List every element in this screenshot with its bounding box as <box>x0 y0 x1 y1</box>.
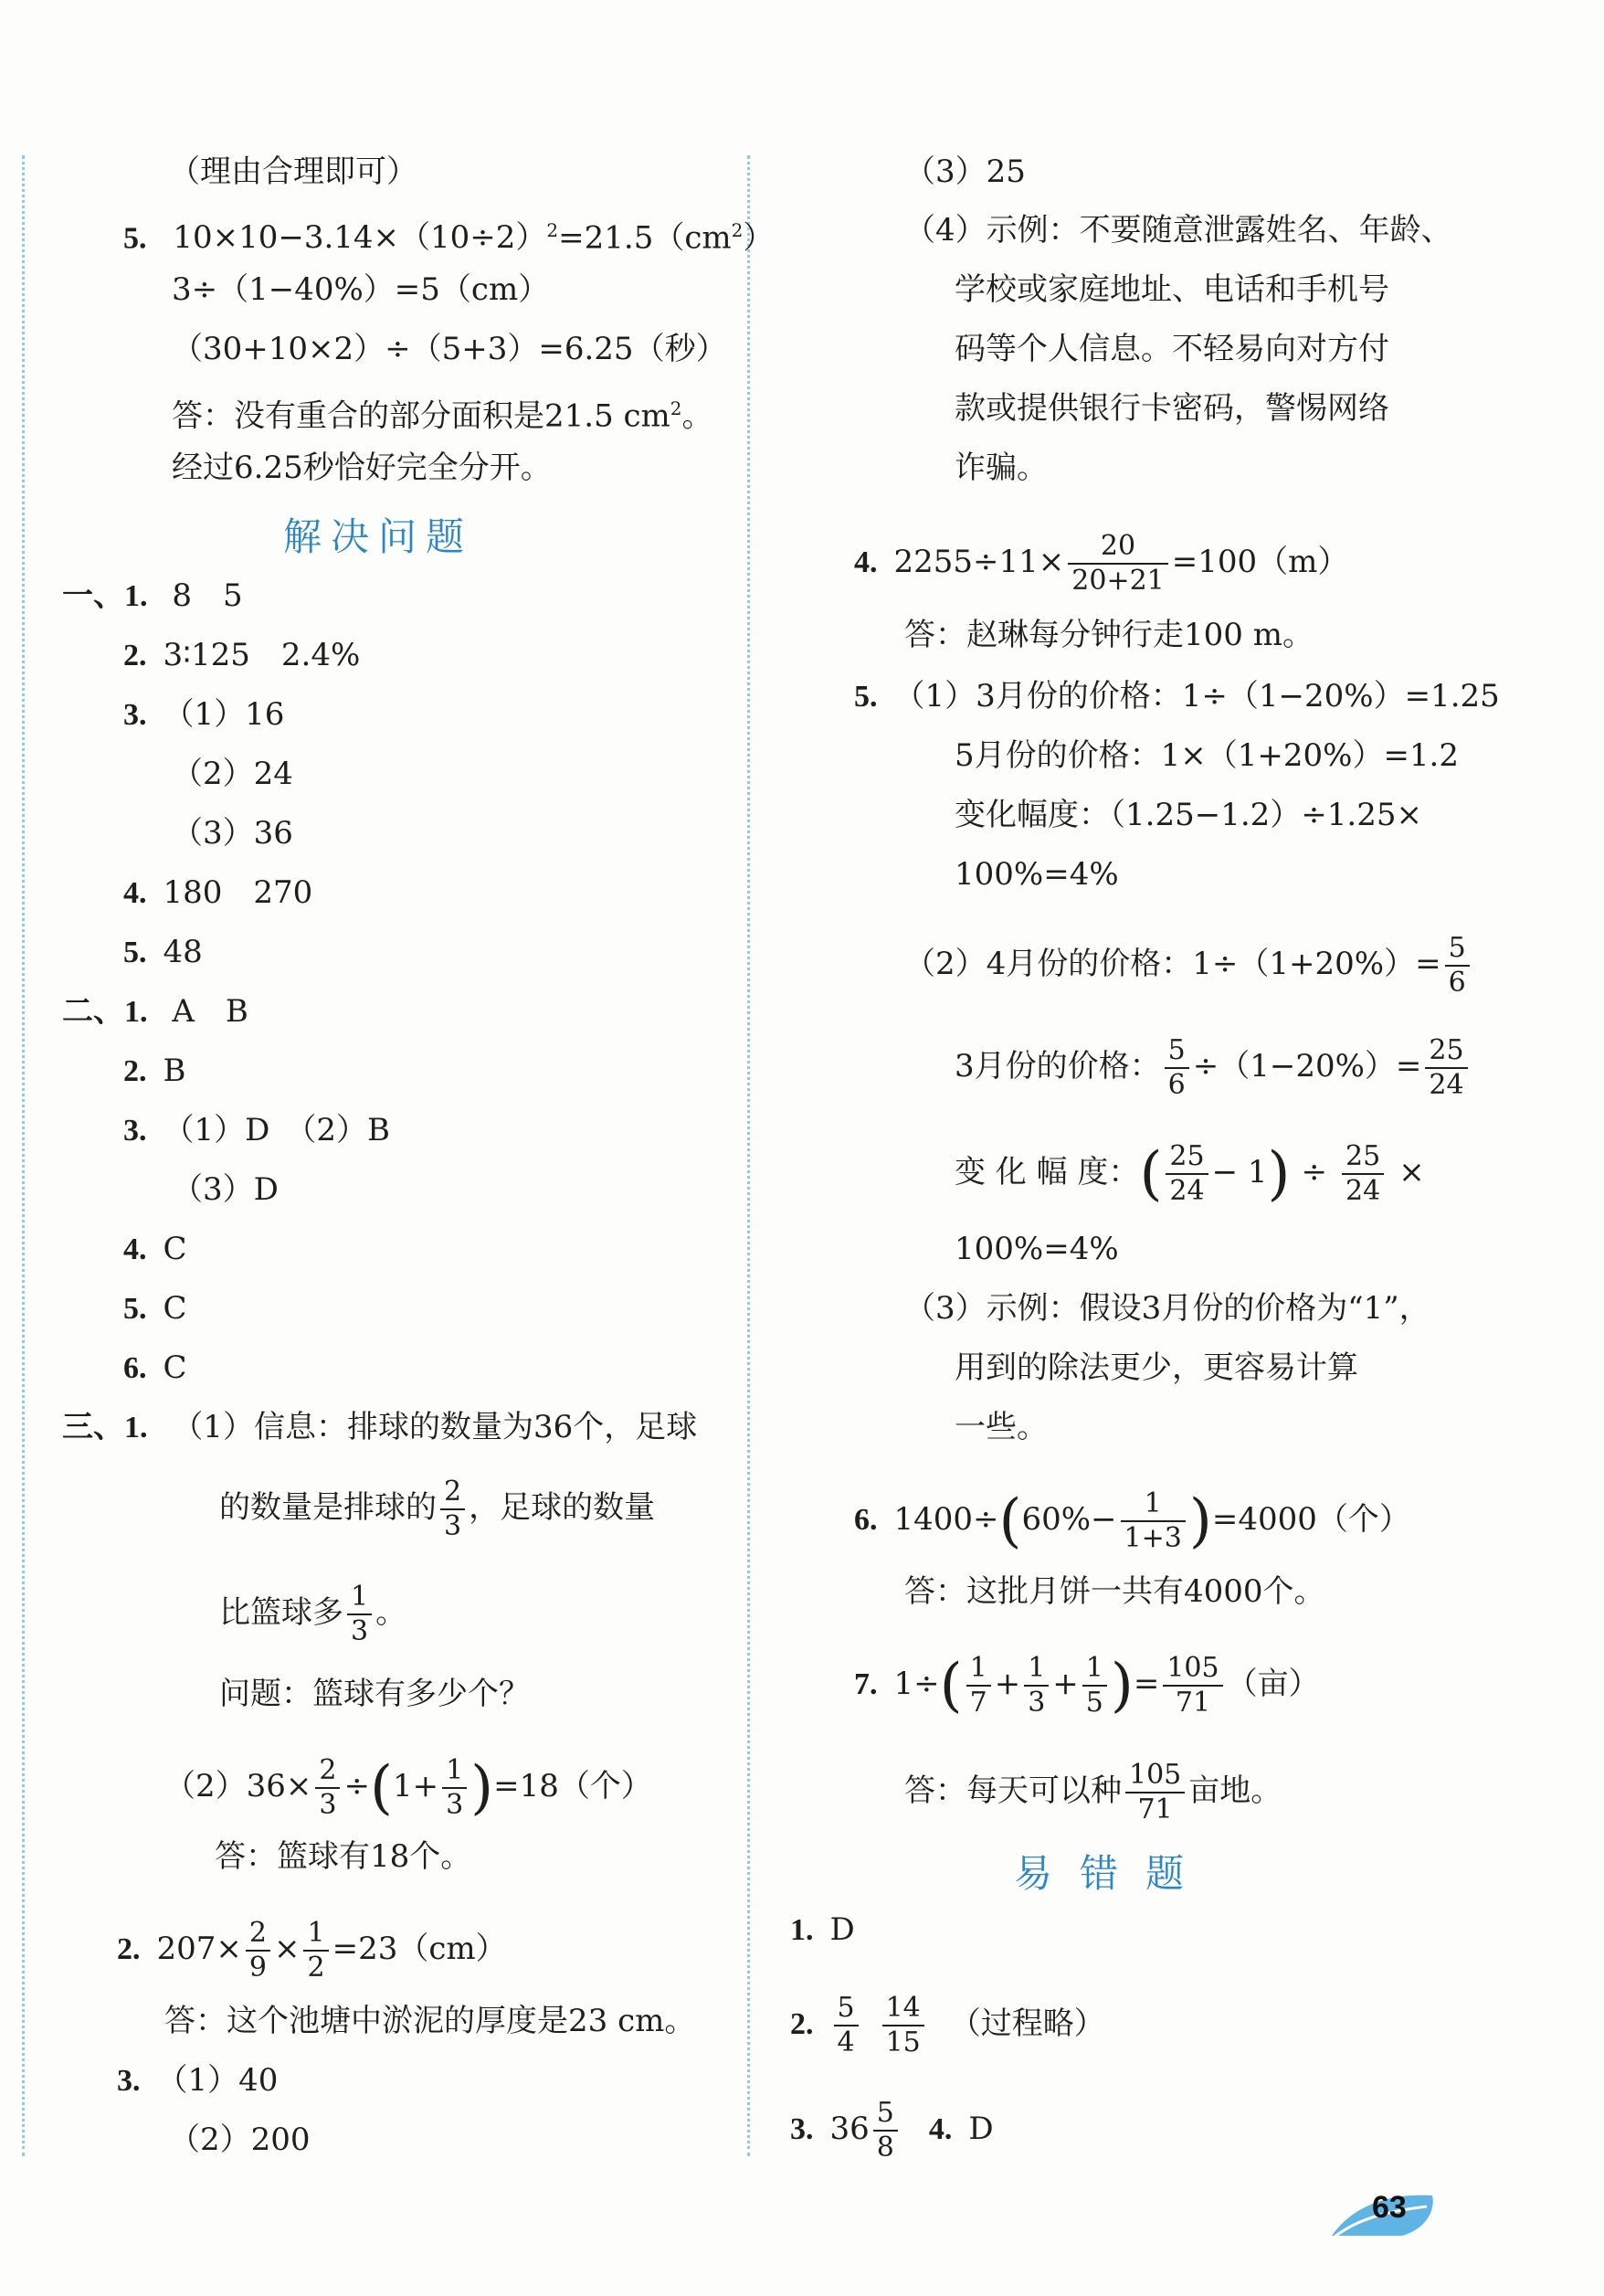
r-q5-part3-l3: 一些。 <box>955 1409 1048 1445</box>
q5-line1: 5. $10\times 10-3.14\times(10\div 2)^2=21.5(cm^2)$ <box>123 219 775 257</box>
r-q3-part4-l2: 学校或家庭地址、电话和手机号 <box>955 271 1389 308</box>
s1-q5: 5. 48 <box>123 934 203 970</box>
s3-q3b: （2）200 <box>169 2121 311 2158</box>
s1-q4: 4. 180 270 <box>123 874 313 911</box>
s2-q1: 二、1. A B <box>62 993 248 1030</box>
q5-line3: （30+10×2）÷（5+3）=6.25（秒） <box>172 331 727 367</box>
s2-q3a: 3. （1）D （2）B <box>123 1112 391 1148</box>
s1-q3a: 3. （1）16 <box>123 696 285 733</box>
section-title-error-prone: 易错题 <box>1014 1851 1212 1896</box>
r-q3-part4-l5: 诈骗。 <box>955 450 1048 486</box>
s3-q2-solution: 2. 207× $\frac{2}{9}$ × $\frac{1}{2}$ =23（cm） <box>117 1917 507 1984</box>
s3-q2-answer: 答：这个池塘中淤泥的厚度是23 cm。 <box>164 2003 696 2039</box>
q5-line2: 3÷（1−40%）=5（cm） <box>172 271 550 308</box>
q5-answer2: 经过6.25秒恰好完全分开。 <box>172 450 552 486</box>
s1-q3c: （3）36 <box>172 815 293 852</box>
s2-q6: 6. C <box>123 1349 187 1386</box>
r-q3-part4-l1: （4）示例：不要随意泄露姓名、年龄、 <box>904 212 1452 249</box>
s3-q1-solution: （2）36× $\frac{2}{3}$ ÷(1+ $\frac{1}{3}$ )=18（个） <box>164 1754 652 1822</box>
s1-q3b: （2）24 <box>172 756 293 792</box>
s3-q1-info2: 的数量是排球的 $\frac{2}{3}$ ，足球的数量 <box>219 1476 656 1542</box>
s1-q2: 2. 3∶125 2.4% <box>123 637 361 673</box>
r-q4-answer: 答：赵琳每分钟行走100 m。 <box>904 617 1314 653</box>
r-q3-part4-l4: 款或提供银行卡密码，警惕网络 <box>955 390 1389 427</box>
s2-q3b: （3）D <box>172 1171 279 1208</box>
page-number: 63 <box>1372 2190 1407 2225</box>
s3-q3a: 3. （1）40 <box>117 2062 279 2099</box>
s3-q1-info3: 比篮球多 $\frac{1}{3}$ 。 <box>219 1581 407 1647</box>
s2-q5: 5. C <box>123 1290 187 1327</box>
r-q5-part2-l3: 变 化 幅 度：( $\frac{25}{24}$ − 1) ÷ $\frac{25}{24}$ × <box>955 1140 1425 1208</box>
left-margin-divider <box>22 155 25 2156</box>
r-q7-answer: 答：每天可以种 $\frac{105}{71}$ 亩地。 <box>904 1759 1282 1825</box>
r-q4-solution: 4. 2255÷11× $\frac{20}{20+21}$ =100（m） <box>854 530 1349 597</box>
r-q6-solution: 6. 1400÷(60%− $\frac{1}{1+3}$ )=4000（个） <box>854 1487 1410 1555</box>
r-q6-answer: 答：这批月饼一共有4000个。 <box>904 1573 1325 1610</box>
e-q1: 1. D <box>790 1911 855 1948</box>
r-q5-part1-l1: 5. （1）3月份的价格：1÷（1−20%）=1.25 <box>854 678 1500 714</box>
e-q2: 2. $\frac{5}{4}$ $\frac{14}{15}$ （过程略） <box>790 1992 1105 2058</box>
s3-q1-answer: 答：篮球有18个。 <box>215 1838 472 1875</box>
r-q5-part1-l2: 5月份的价格：1×（1+20%）=1.2 <box>955 737 1460 774</box>
s2-q4: 4. C <box>123 1231 187 1267</box>
s3-q1-question: 问题：篮球有多少个？ <box>219 1676 530 1712</box>
r-q5-part2-l1: （2）4月份的价格：1÷（1+20%）= $\frac{5}{6}$ <box>904 932 1473 1000</box>
r-q3-part3: （3）25 <box>904 153 1026 190</box>
r-q3-part4-l3: 码等个人信息。不轻易向对方付 <box>955 331 1389 367</box>
e-q3-q4: 3. 36 $\frac{5}{8}$ 4. D <box>790 2097 994 2164</box>
page-number-badge <box>1324 2179 1443 2248</box>
section-title-solve-problems: 解决问题 <box>283 514 474 559</box>
r-q7-solution: 7. 1÷( $\frac{1}{7}$ + $\frac{1}{3}$ + $\frac{1}{5}$ )= $\frac{105}{71}$ （亩） <box>854 1652 1320 1719</box>
s3-q1-info: 三、1. （1）信息：排球的数量为36个，足球 <box>62 1409 698 1445</box>
reason-note: （理由合理即可） <box>169 153 417 190</box>
column-divider <box>747 155 750 2156</box>
r-q5-part3-l1: （3）示例：假设3月份的价格为“1”， <box>904 1290 1430 1327</box>
r-q5-part1-l4: 100%=4% <box>955 856 1119 893</box>
q5-answer1: 答：没有重合的部分面积是21.5 $cm^2$。 <box>172 397 713 435</box>
s2-q2: 2. B <box>123 1053 186 1089</box>
r-q5-part1-l3: 变化幅度：（1.25−1.2）÷1.25× <box>955 797 1422 833</box>
r-q5-part2-l4: 100%=4% <box>955 1231 1119 1267</box>
r-q5-part3-l2: 用到的除法更少，更容易计算 <box>955 1349 1358 1386</box>
r-q5-part2-l2: 3月份的价格： $\frac{5}{6}$ ÷（1−20%）= $\frac{25}{24}$ <box>955 1034 1472 1102</box>
s1-q1: 一、1. 8 5 <box>62 577 243 614</box>
